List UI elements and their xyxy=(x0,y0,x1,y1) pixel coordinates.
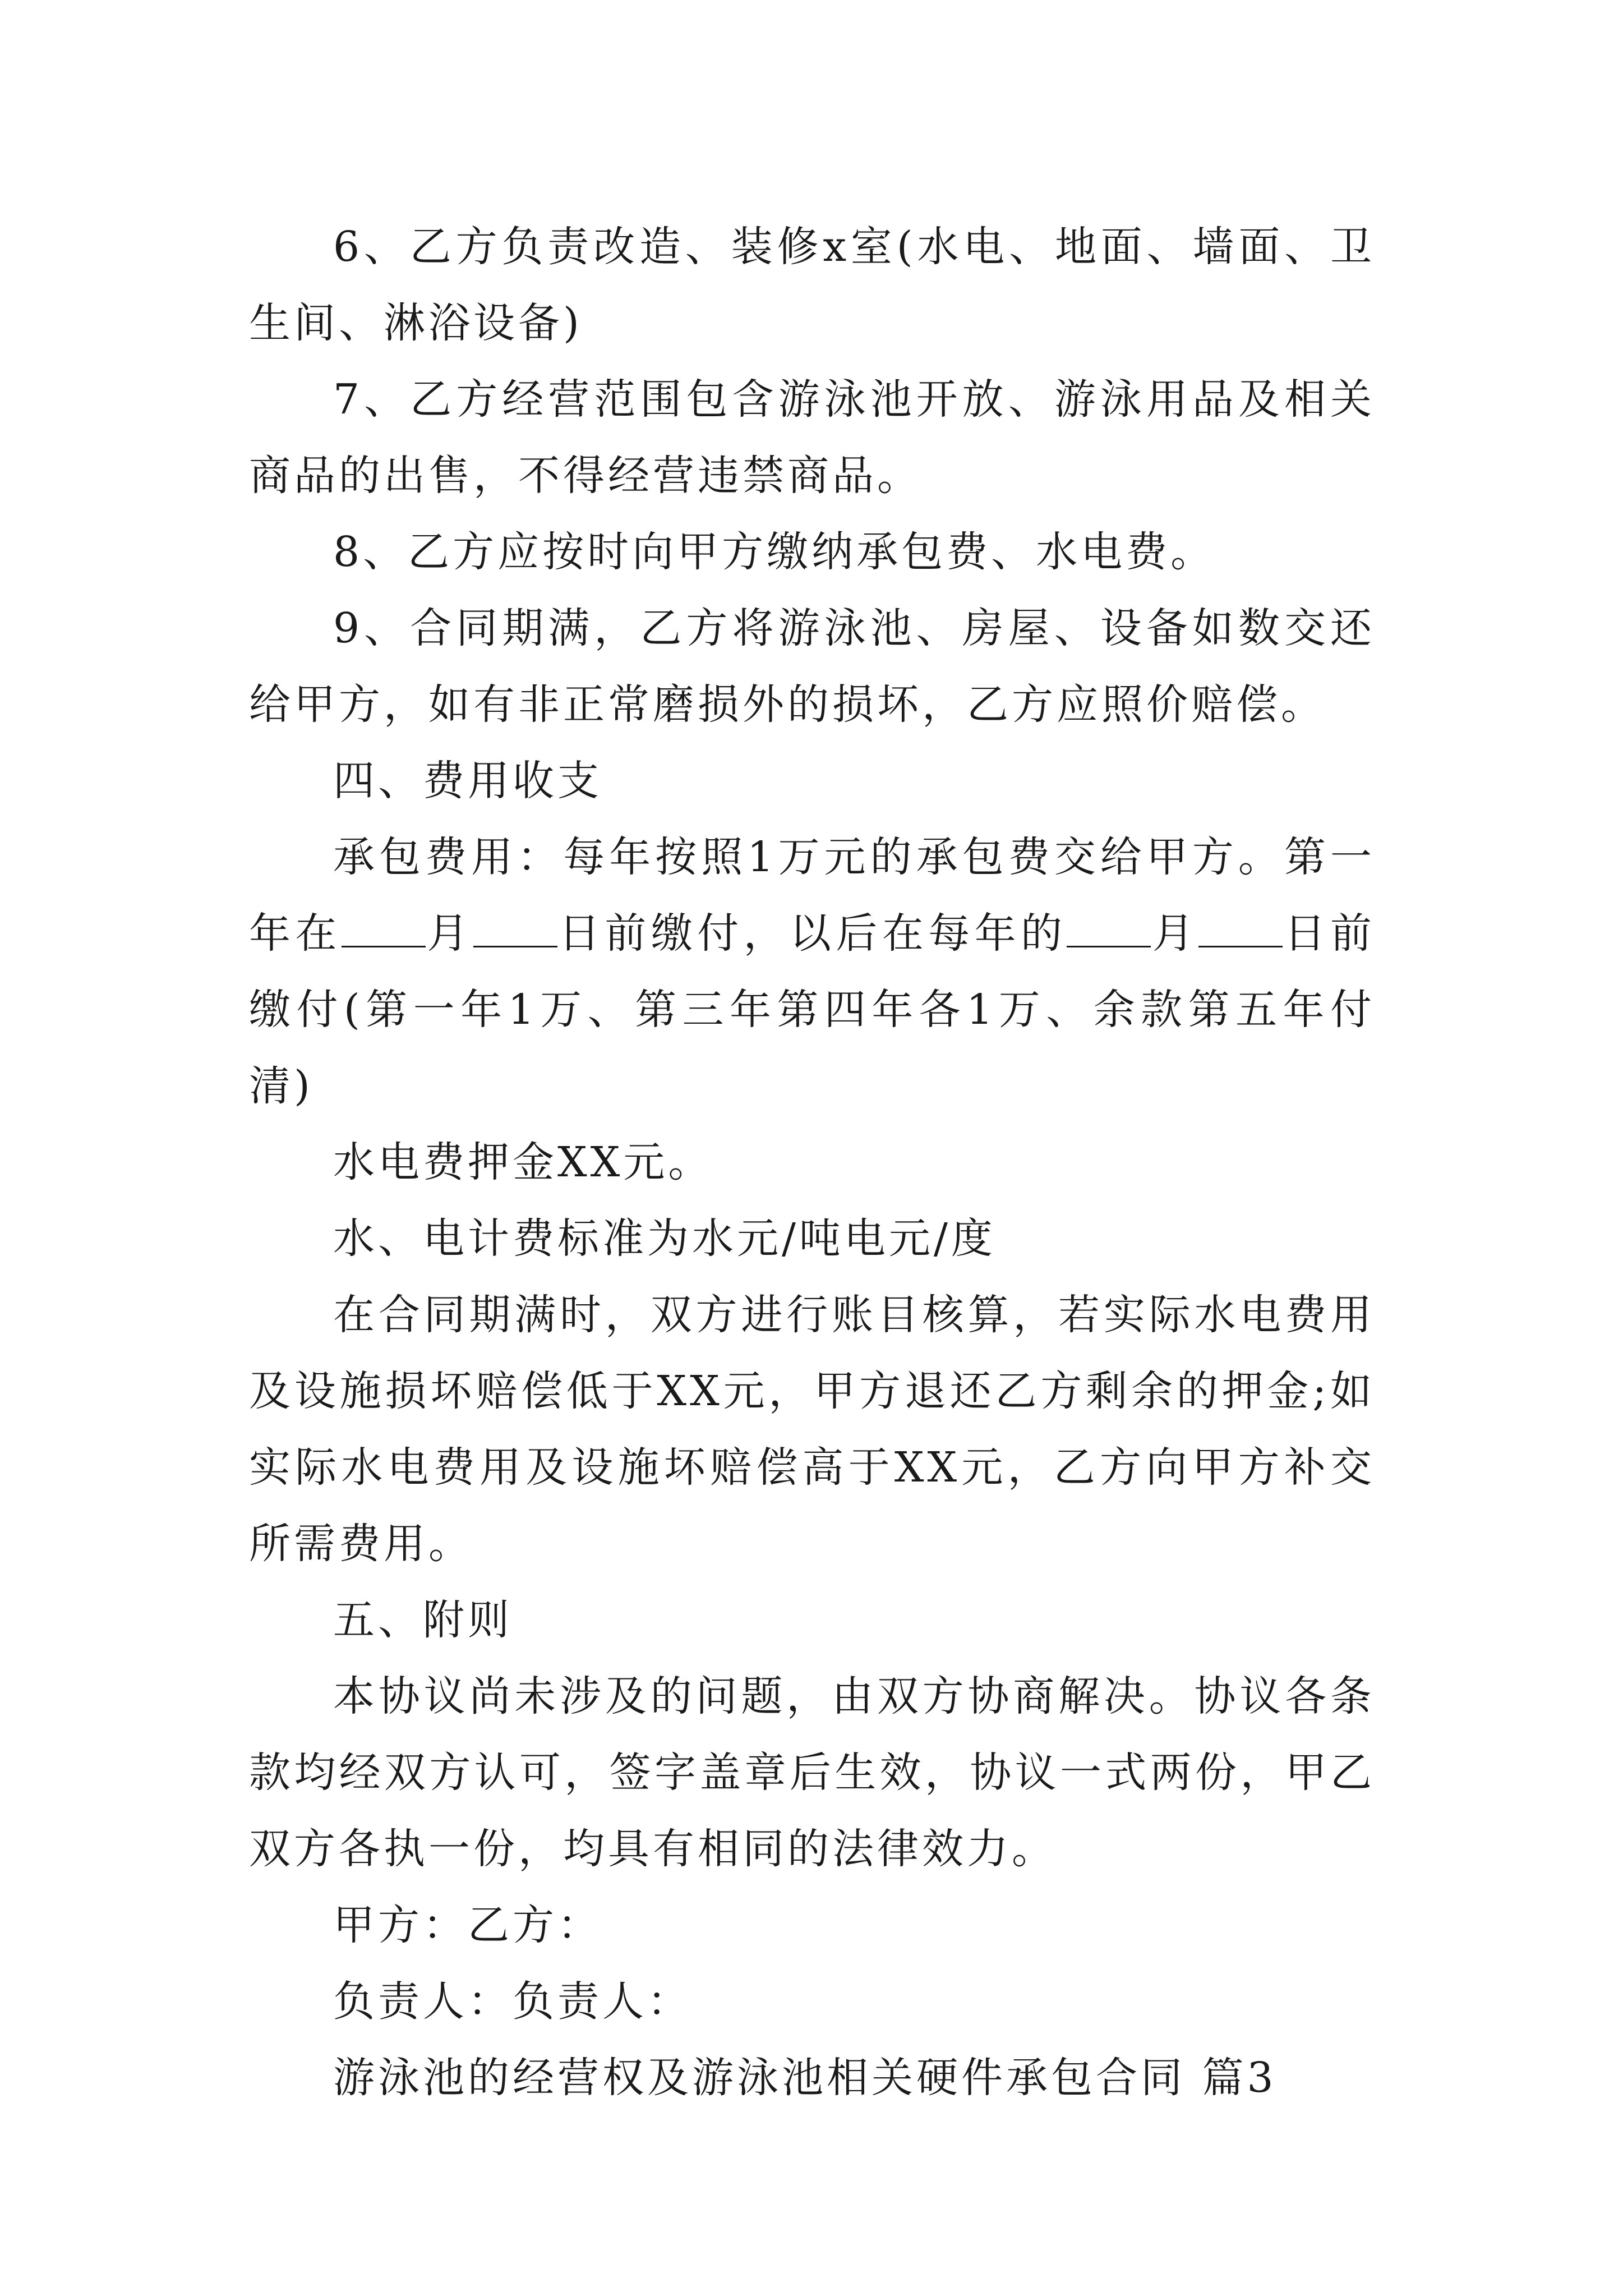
parties-line: 甲方：乙方： xyxy=(333,1901,602,1949)
section-heading-supplementary: 五、附则 xyxy=(333,1596,513,1644)
blank-month-later-years xyxy=(1067,912,1151,947)
settlement-paragraph: 在合同期满时，双方进行账目核算，若实际水电费用及设施损坏赔偿低于XX元，甲方退还乙方剩余的押金;如实际水电费用及设施坏赔偿高于XX元，乙方向甲方补交所需费用。 xyxy=(249,1291,1375,1568)
clause-6: 6、乙方负责改造、装修x室(水电、地面、墙面、卫生间、淋浴设备) xyxy=(249,223,1375,347)
responsible-persons-line: 负责人：负责人： xyxy=(333,1977,692,2026)
contract-fee-text-5: 日前缴付(第一年1万、第三年第四年各1万、余款第五年付清) xyxy=(249,909,1376,1110)
clause-7: 7、乙方经营范围包含游泳池开放、游泳用品及相关商品的出售，不得经营违禁商品。 xyxy=(249,375,1375,500)
clause-9: 9、合同期满，乙方将游泳池、房屋、设备如数交还给甲方，如有非正常磨损外的损坏，乙方应照价赔偿。 xyxy=(249,604,1375,729)
contract-fee-paragraph xyxy=(249,819,1375,1124)
billing-standard-line: 水、电计费标准为水元/吨电元/度 xyxy=(333,1214,996,1263)
contract-fee-text-3: 日前缴付，以后在每年的 xyxy=(557,909,1067,958)
deposit-line: 水电费押金XX元。 xyxy=(333,1138,713,1186)
document-body xyxy=(249,209,1375,2116)
section-heading-fees: 四、费用收支 xyxy=(333,757,602,805)
contract-fee-text-4: 月 xyxy=(1151,909,1199,958)
blank-day-first-year xyxy=(473,912,557,947)
contract-fee-text-2: 月 xyxy=(425,909,473,958)
blank-month-first-year xyxy=(342,912,426,947)
supplementary-paragraph: 本协议尚未涉及的问题，由双方协商解决。协议各条款均经双方认可，签字盖章后生效，协议一式两份，甲乙双方各执一份，均具有相同的法律效力。 xyxy=(249,1672,1375,1873)
next-contract-title: 游泳池的经营权及游泳池相关硬件承包合同 篇3 xyxy=(333,2054,1277,2102)
blank-day-later-years xyxy=(1198,912,1283,947)
clause-8: 8、乙方应按时向甲方缴纳承包费、水电费。 xyxy=(333,528,1216,576)
contract-fee-text-1: 承包费用：每年按照1万元的承包费交给甲方。第一年在 xyxy=(249,833,1375,958)
